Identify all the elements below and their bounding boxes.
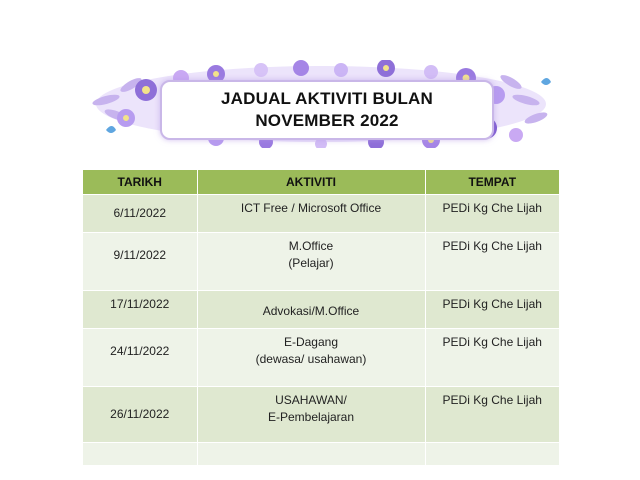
cell-tempat: PEDi Kg Che Lijah [425, 195, 559, 233]
aktiviti-line: USAHAWAN/ [275, 393, 347, 407]
column-header-aktiviti: AKTIVITI [197, 170, 425, 195]
aktiviti-line: (dewasa/ usahawan) [255, 352, 367, 366]
cell-tarikh: 9/11/2022 [83, 233, 197, 291]
cell-aktiviti [197, 329, 425, 387]
aktiviti-line: M.Office [288, 239, 334, 253]
cell-tempat: PEDi Kg Che Lijah [425, 387, 559, 443]
aktiviti-line: (Pelajar) [288, 256, 334, 270]
cell-tarikh: 17/11/2022 [83, 291, 197, 329]
cell-empty [197, 443, 425, 465]
aktiviti-line: E-Pembelajaran [267, 410, 355, 424]
table-row [83, 387, 559, 443]
cell-tarikh: 26/11/2022 [83, 387, 197, 443]
cell-empty [83, 443, 197, 465]
cell-aktiviti [197, 195, 425, 233]
cell-empty [425, 443, 559, 465]
cell-aktiviti [197, 387, 425, 443]
title-frame [160, 80, 494, 140]
column-header-tarikh: TARIKH [83, 170, 197, 195]
column-header-tempat: TEMPAT [425, 170, 559, 195]
aktiviti-line: Advokasi/M.Office [262, 304, 360, 318]
activity-schedule-table [83, 170, 559, 465]
table-row [83, 233, 559, 291]
cell-aktiviti [197, 233, 425, 291]
page-title-line-2: NOVEMBER 2022 [255, 111, 399, 130]
table-row [83, 329, 559, 387]
cell-tempat: PEDi Kg Che Lijah [425, 233, 559, 291]
cell-tempat: PEDi Kg Che Lijah [425, 329, 559, 387]
cell-aktiviti [197, 291, 425, 329]
cell-tarikh: 24/11/2022 [83, 329, 197, 387]
aktiviti-line: ICT Free / Microsoft Office [240, 201, 382, 215]
table-row [83, 195, 559, 233]
table-header-row [83, 170, 559, 195]
aktiviti-line: E-Dagang [283, 335, 339, 349]
table-row [83, 291, 559, 329]
cell-tarikh: 6/11/2022 [83, 195, 197, 233]
table-row-empty [83, 443, 559, 465]
page-title-line-1: JADUAL AKTIVITI BULAN [221, 89, 433, 108]
cell-tempat: PEDi Kg Che Lijah [425, 291, 559, 329]
